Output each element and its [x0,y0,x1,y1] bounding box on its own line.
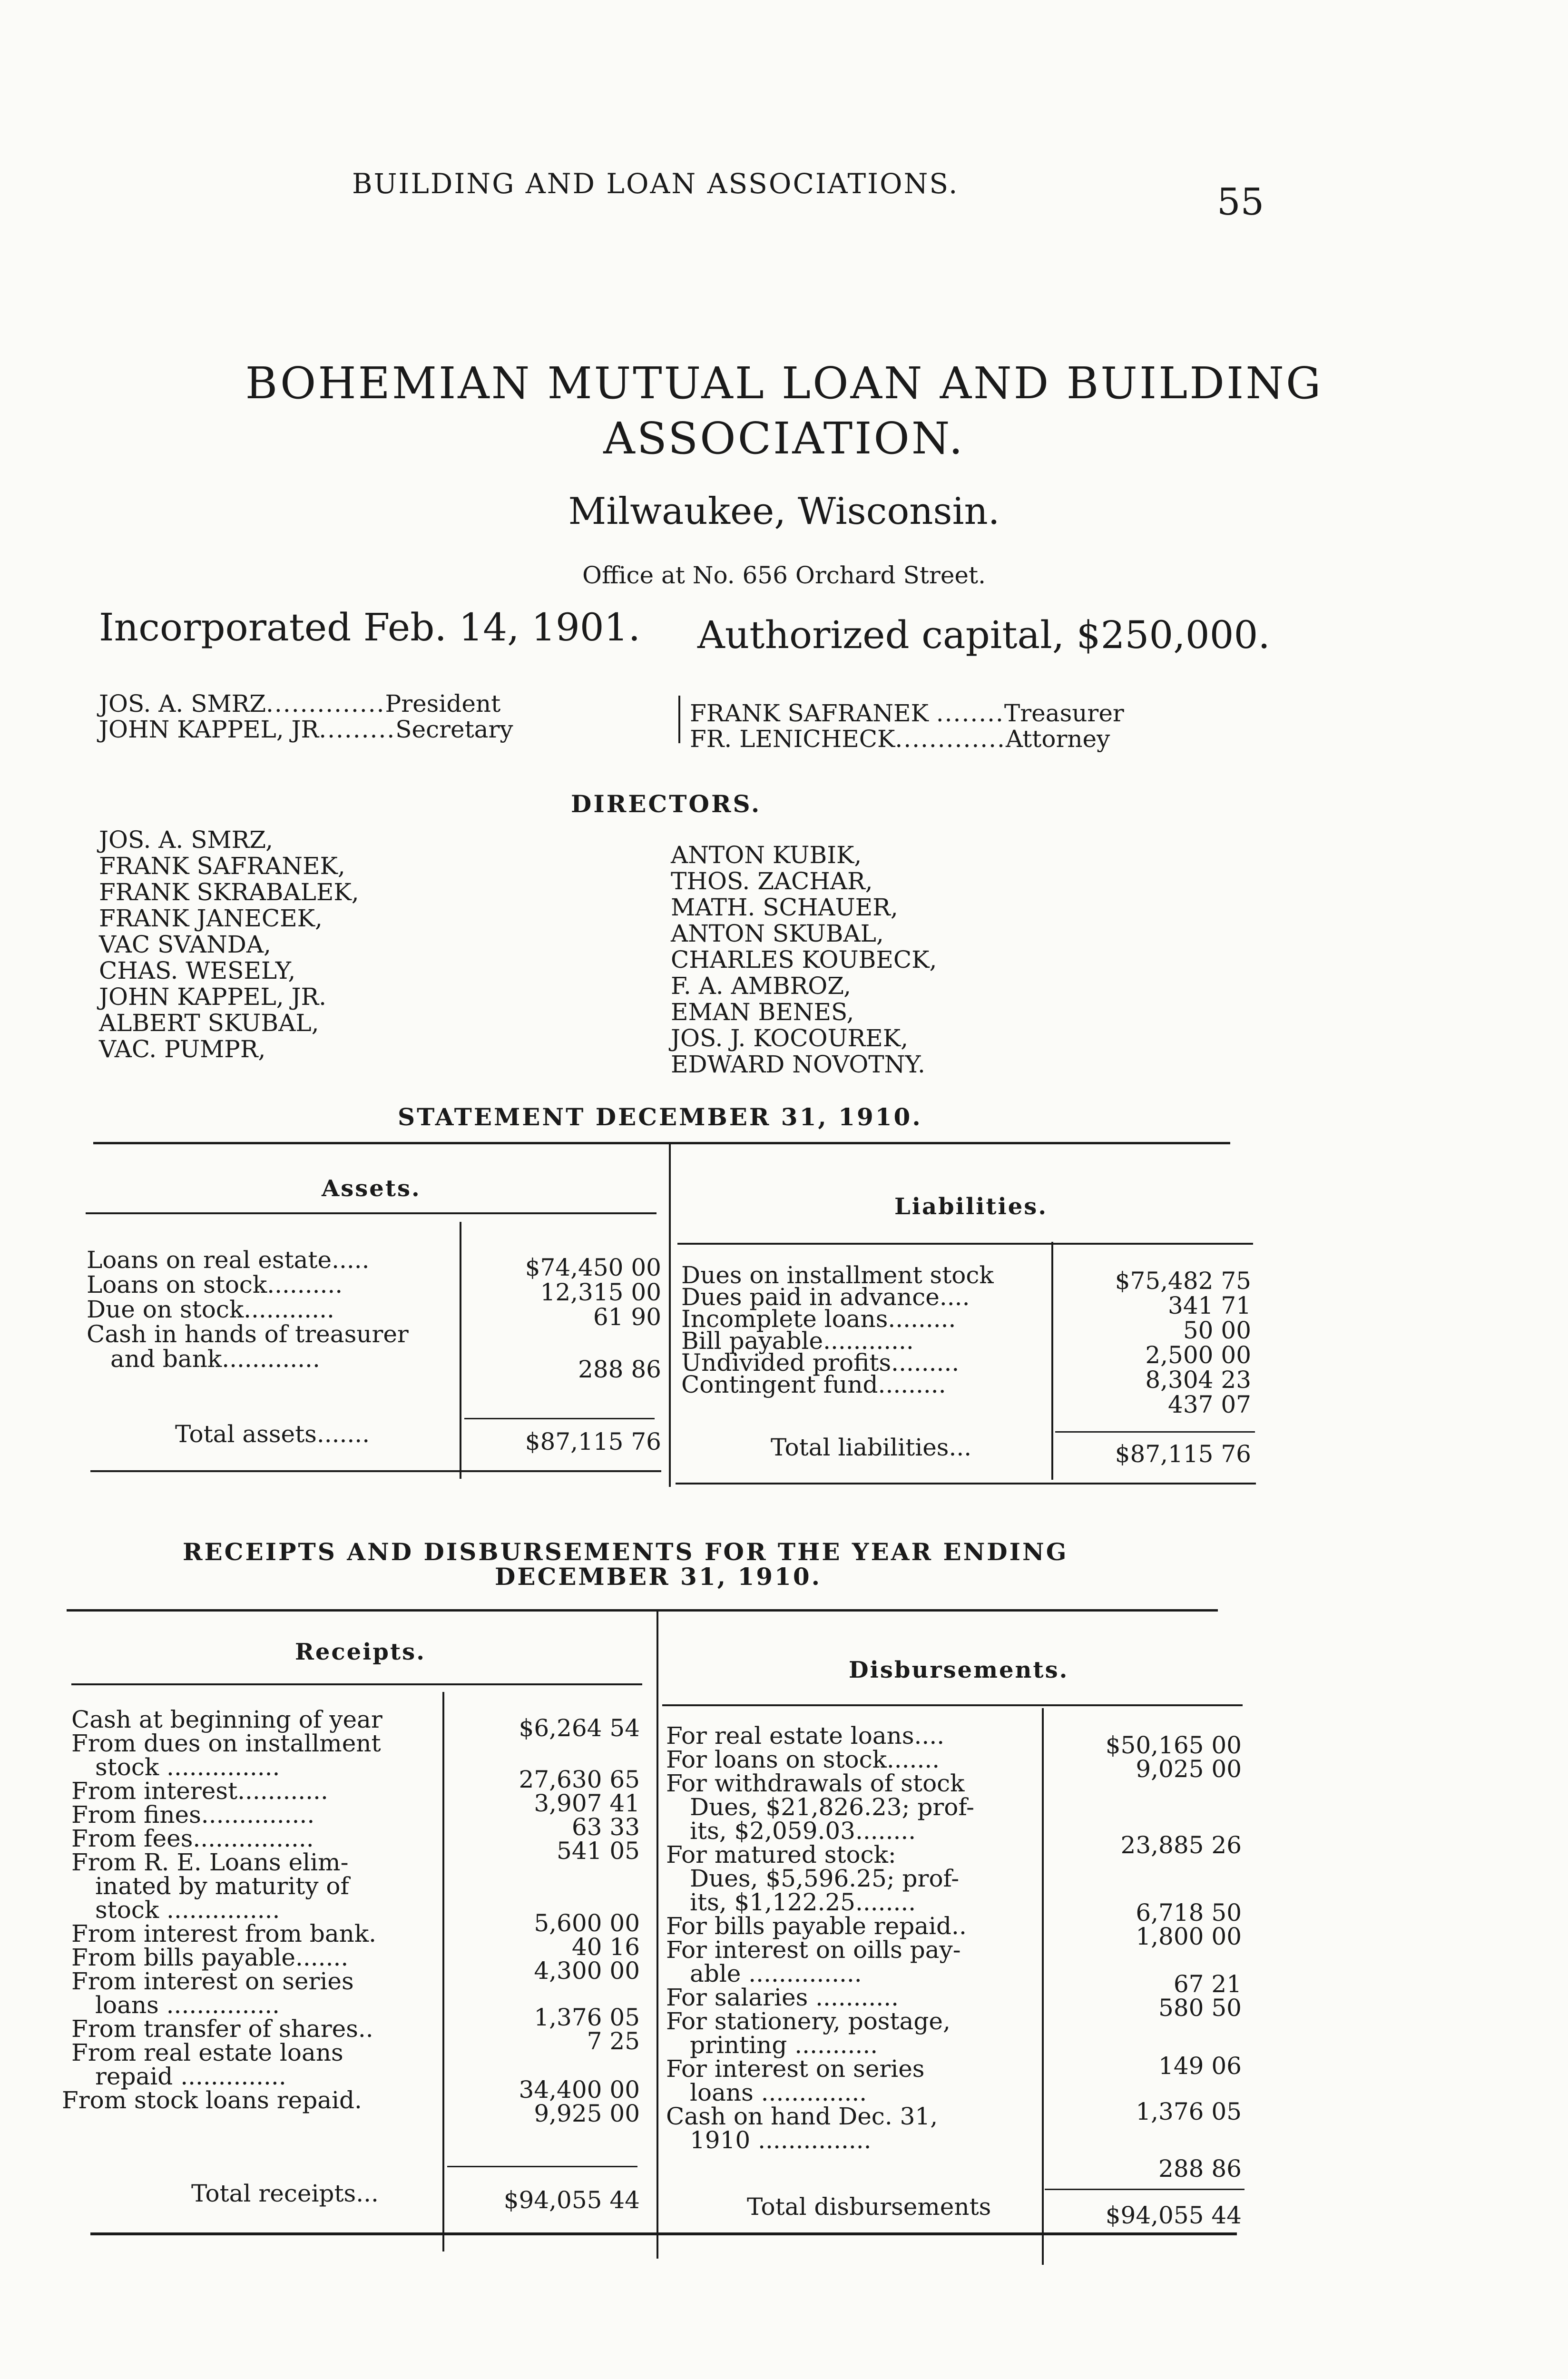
office-address: Office at No. 656 Orchard Street. [582,561,986,589]
officer-secretary: JOHN KAPPEL, JR.........Secretary [99,716,513,743]
liability-label: Dues paid in advance.... [681,1283,970,1311]
receipt-label: From stock loans repaid. [62,2086,362,2114]
incorporated: Incorporated Feb. 14, 1901. [99,605,641,649]
director-name: JOHN KAPPEL, JR. [99,983,327,1011]
receipt-label: Cash at beginning of year [71,1706,382,1733]
officer-attorney: FR. LENICHECK.............Attorney [690,725,1110,753]
disbursement-label: 1910 ............... [690,2126,872,2154]
officer-treasurer: FRANK SAFRANEK ........Treasurer [690,699,1124,727]
disbursement-amount: 149 06 [1158,2052,1242,2080]
receipt-amount: 63 33 [571,1813,640,1841]
asset-amount: $74,450 00 [525,1254,661,1281]
total-assets-label: Total assets....... [175,1420,370,1448]
liability-amount: 50 00 [1183,1317,1251,1344]
statement-center-rule [669,1144,671,1487]
receipt-amount: 7 25 [587,2027,640,2055]
director-name: FRANK SKRABALEK, [99,878,359,906]
director-name: ALBERT SKUBAL, [99,1009,319,1037]
receipt-label: repaid .............. [95,2063,286,2090]
director-name: VAC SVANDA, [99,931,271,958]
director-name: FRANK JANECEK, [99,904,323,932]
asset-amount: 61 90 [593,1303,661,1331]
receipts-top-rule [67,1609,1218,1612]
asset-label: Loans on real estate..... [87,1246,370,1274]
asset-amount: 288 86 [578,1356,661,1383]
receipt-label: From R. E. Loans elim- [71,1848,349,1876]
receipt-amount: $6,264 54 [519,1714,640,1742]
receipt-amount: 40 16 [571,1933,640,1961]
receipt-label: From fines............... [71,1801,315,1828]
receipts-amount-rule [442,1692,444,2251]
liability-label: Bill payable............ [681,1327,914,1355]
director-name: CHARLES KOUBECK, [671,946,937,973]
directors-right-column [671,842,937,1078]
liability-amount: $75,482 75 [1115,1267,1251,1295]
disbursement-amount: 67 21 [1173,1970,1242,1998]
receipt-amount: 4,300 00 [534,1957,640,1985]
liabilities-header-rule [677,1243,1253,1245]
director-name: MATH. SCHAUER, [671,894,898,921]
receipt-label: inated by maturity of [95,1872,349,1900]
liabilities-header: Liabilities. [894,1193,1048,1220]
receipts-header-rule [71,1683,642,1685]
disbursements-header: Disbursements. [849,1657,1069,1683]
director-name: JOS. A. SMRZ, [99,826,274,854]
asset-label: Loans on stock.......... [87,1271,343,1298]
director-name: JOS. J. KOCOUREK, [671,1024,909,1052]
asset-label: and bank............. [110,1345,320,1373]
director-name: EDWARD NOVOTNY. [671,1051,925,1078]
statement-heading: STATEMENT DECEMBER 31, 1910. [398,1103,922,1131]
total-disbursements-label: Total disbursements [747,2193,991,2221]
asset-label: Cash in hands of treasurer [87,1320,409,1348]
disbursement-label: For real estate loans.... [666,1722,945,1750]
association-name-line2: ASSOCIATION. [603,413,965,464]
disbursement-label: its, $1,122.25........ [690,1888,916,1916]
statement-top-rule [93,1142,1230,1144]
receipts-disbursements-heading-line2: DECEMBER 31, 1910. [495,1563,822,1591]
authorized-capital: Authorized capital, $250,000. [697,613,1270,657]
disbursement-label: For bills payable repaid.. [666,1912,967,1940]
receipt-label: stock ............... [95,1753,280,1781]
disbursements-total-rule [1045,2189,1245,2190]
assets-amount-rule [460,1222,461,1479]
asset-amount: 12,315 00 [540,1278,661,1306]
disbursement-amount: 1,376 05 [1136,2098,1242,2125]
receipt-amount: 3,907 41 [534,1789,640,1817]
director-name: F. A. AMBROZ, [671,972,852,1000]
receipt-label: From bills payable....... [71,1944,349,1971]
director-name: THOS. ZACHAR, [671,867,873,895]
asset-label: Due on stock............ [87,1296,334,1323]
officer-divider [678,696,680,743]
officer-president: JOS. A. SMRZ..............President [99,690,501,718]
receipts-bottom-rule [90,2232,1237,2235]
disbursement-label: For salaries ........... [666,1984,899,2011]
disbursement-label: For matured stock: [666,1841,896,1868]
liability-label: Undivided profits......... [681,1349,960,1376]
disbursement-amount: 1,800 00 [1136,1923,1242,1950]
receipt-amount: 34,400 00 [519,2076,640,2104]
disbursement-amount: 580 50 [1158,1994,1242,2022]
director-name: ANTON SKUBAL, [671,920,884,947]
page-number: 55 [1217,181,1264,224]
receipt-label: From fees................ [71,1825,314,1852]
director-name: VAC. PUMPR, [99,1035,266,1063]
disbursement-label: For stationery, postage, [666,2007,951,2035]
disbursement-amount: 9,025 00 [1136,1755,1242,1783]
disbursement-amount: 6,718 50 [1136,1899,1242,1927]
receipts-disbursements-heading-line1: RECEIPTS AND DISBURSEMENTS FOR THE YEAR ENDING [183,1538,1068,1566]
liability-label: Dues on installment stock [681,1261,994,1289]
liabilities-amount-rule [1051,1242,1053,1480]
receipt-amount: 1,376 05 [534,2004,640,2031]
disbursement-label: its, $2,059.03........ [690,1817,916,1845]
receipts-header: Receipts. [295,1639,426,1665]
disbursement-label: For withdrawals of stock [666,1770,965,1797]
receipt-label: loans ............... [95,1991,280,2019]
directors-left-column [99,827,359,1062]
receipt-label: From interest on series [71,1967,354,1995]
disbursement-label: loans .............. [690,2079,867,2106]
association-name-line1: BOHEMIAN MUTUAL LOAN AND BUILDING [245,358,1323,409]
total-receipts-amount: $94,055 44 [503,2186,640,2214]
director-name: FRANK SAFRANEK, [99,852,345,880]
liability-amount: 2,500 00 [1145,1341,1251,1369]
liability-amount: 341 71 [1168,1292,1251,1319]
disbursement-label: Cash on hand Dec. 31, [666,2103,938,2130]
receipt-label: From transfer of shares.. [71,2015,373,2043]
disbursement-amount: $50,165 00 [1105,1731,1242,1759]
receipt-label: stock ............... [95,1896,280,1924]
liability-amount: 437 07 [1168,1391,1251,1418]
director-name: CHAS. WESELY, [99,957,296,984]
liability-amount: 8,304 23 [1145,1366,1251,1394]
receipts-total-rule [447,2166,637,2167]
total-liabilities-label: Total liabilities... [771,1434,972,1461]
assets-header: Assets. [322,1175,421,1202]
disbursements-amount-rule [1042,1708,1044,2265]
disbursement-label: able ............... [690,1960,862,1987]
directors-heading: DIRECTORS. [571,790,762,818]
director-name: ANTON KUBIK, [671,841,862,869]
total-receipts-label: Total receipts... [191,2180,379,2207]
disbursement-label: printing ........... [690,2031,878,2059]
disbursement-label: Dues, $21,826.23; prof- [690,1793,974,1821]
disbursement-label: For interest on oills pay- [666,1936,961,1964]
disbursement-label: For interest on series [666,2055,925,2083]
disbursements-header-rule [662,1704,1243,1706]
assets-total-rule [464,1418,655,1419]
receipt-amount: 27,630 65 [519,1766,640,1793]
disbursement-amount: 23,885 26 [1120,1831,1242,1859]
disbursement-amount: 288 86 [1158,2155,1242,2182]
liabilities-total-rule [1055,1431,1255,1433]
assets-bottom-rule [90,1470,661,1472]
receipt-label: From interest............ [71,1777,328,1805]
liability-label: Contingent fund......... [681,1371,946,1398]
director-name: EMAN BENES, [671,998,854,1026]
city: Milwaukee, Wisconsin. [568,490,1000,533]
disbursement-label: For loans on stock....... [666,1746,940,1773]
receipt-amount: 9,925 00 [534,2100,640,2127]
liabilities-bottom-rule [676,1483,1256,1484]
assets-header-rule [86,1212,657,1214]
receipts-center-rule [657,1612,658,2259]
receipt-label: From dues on installment [71,1730,381,1757]
receipt-amount: 541 05 [557,1837,640,1865]
running-title: BUILDING AND LOAN ASSOCIATIONS. [352,167,959,200]
total-disbursements-amount: $94,055 44 [1105,2202,1242,2229]
total-liabilities-amount: $87,115 76 [1115,1440,1251,1468]
receipt-amount: 5,600 00 [534,1909,640,1937]
total-assets-amount: $87,115 76 [525,1428,661,1455]
receipt-label: From interest from bank. [71,1920,377,1947]
disbursement-label: Dues, $5,596.25; prof- [690,1865,960,1892]
receipt-label: From real estate loans [71,2039,343,2066]
liability-label: Incomplete loans......... [681,1305,956,1333]
